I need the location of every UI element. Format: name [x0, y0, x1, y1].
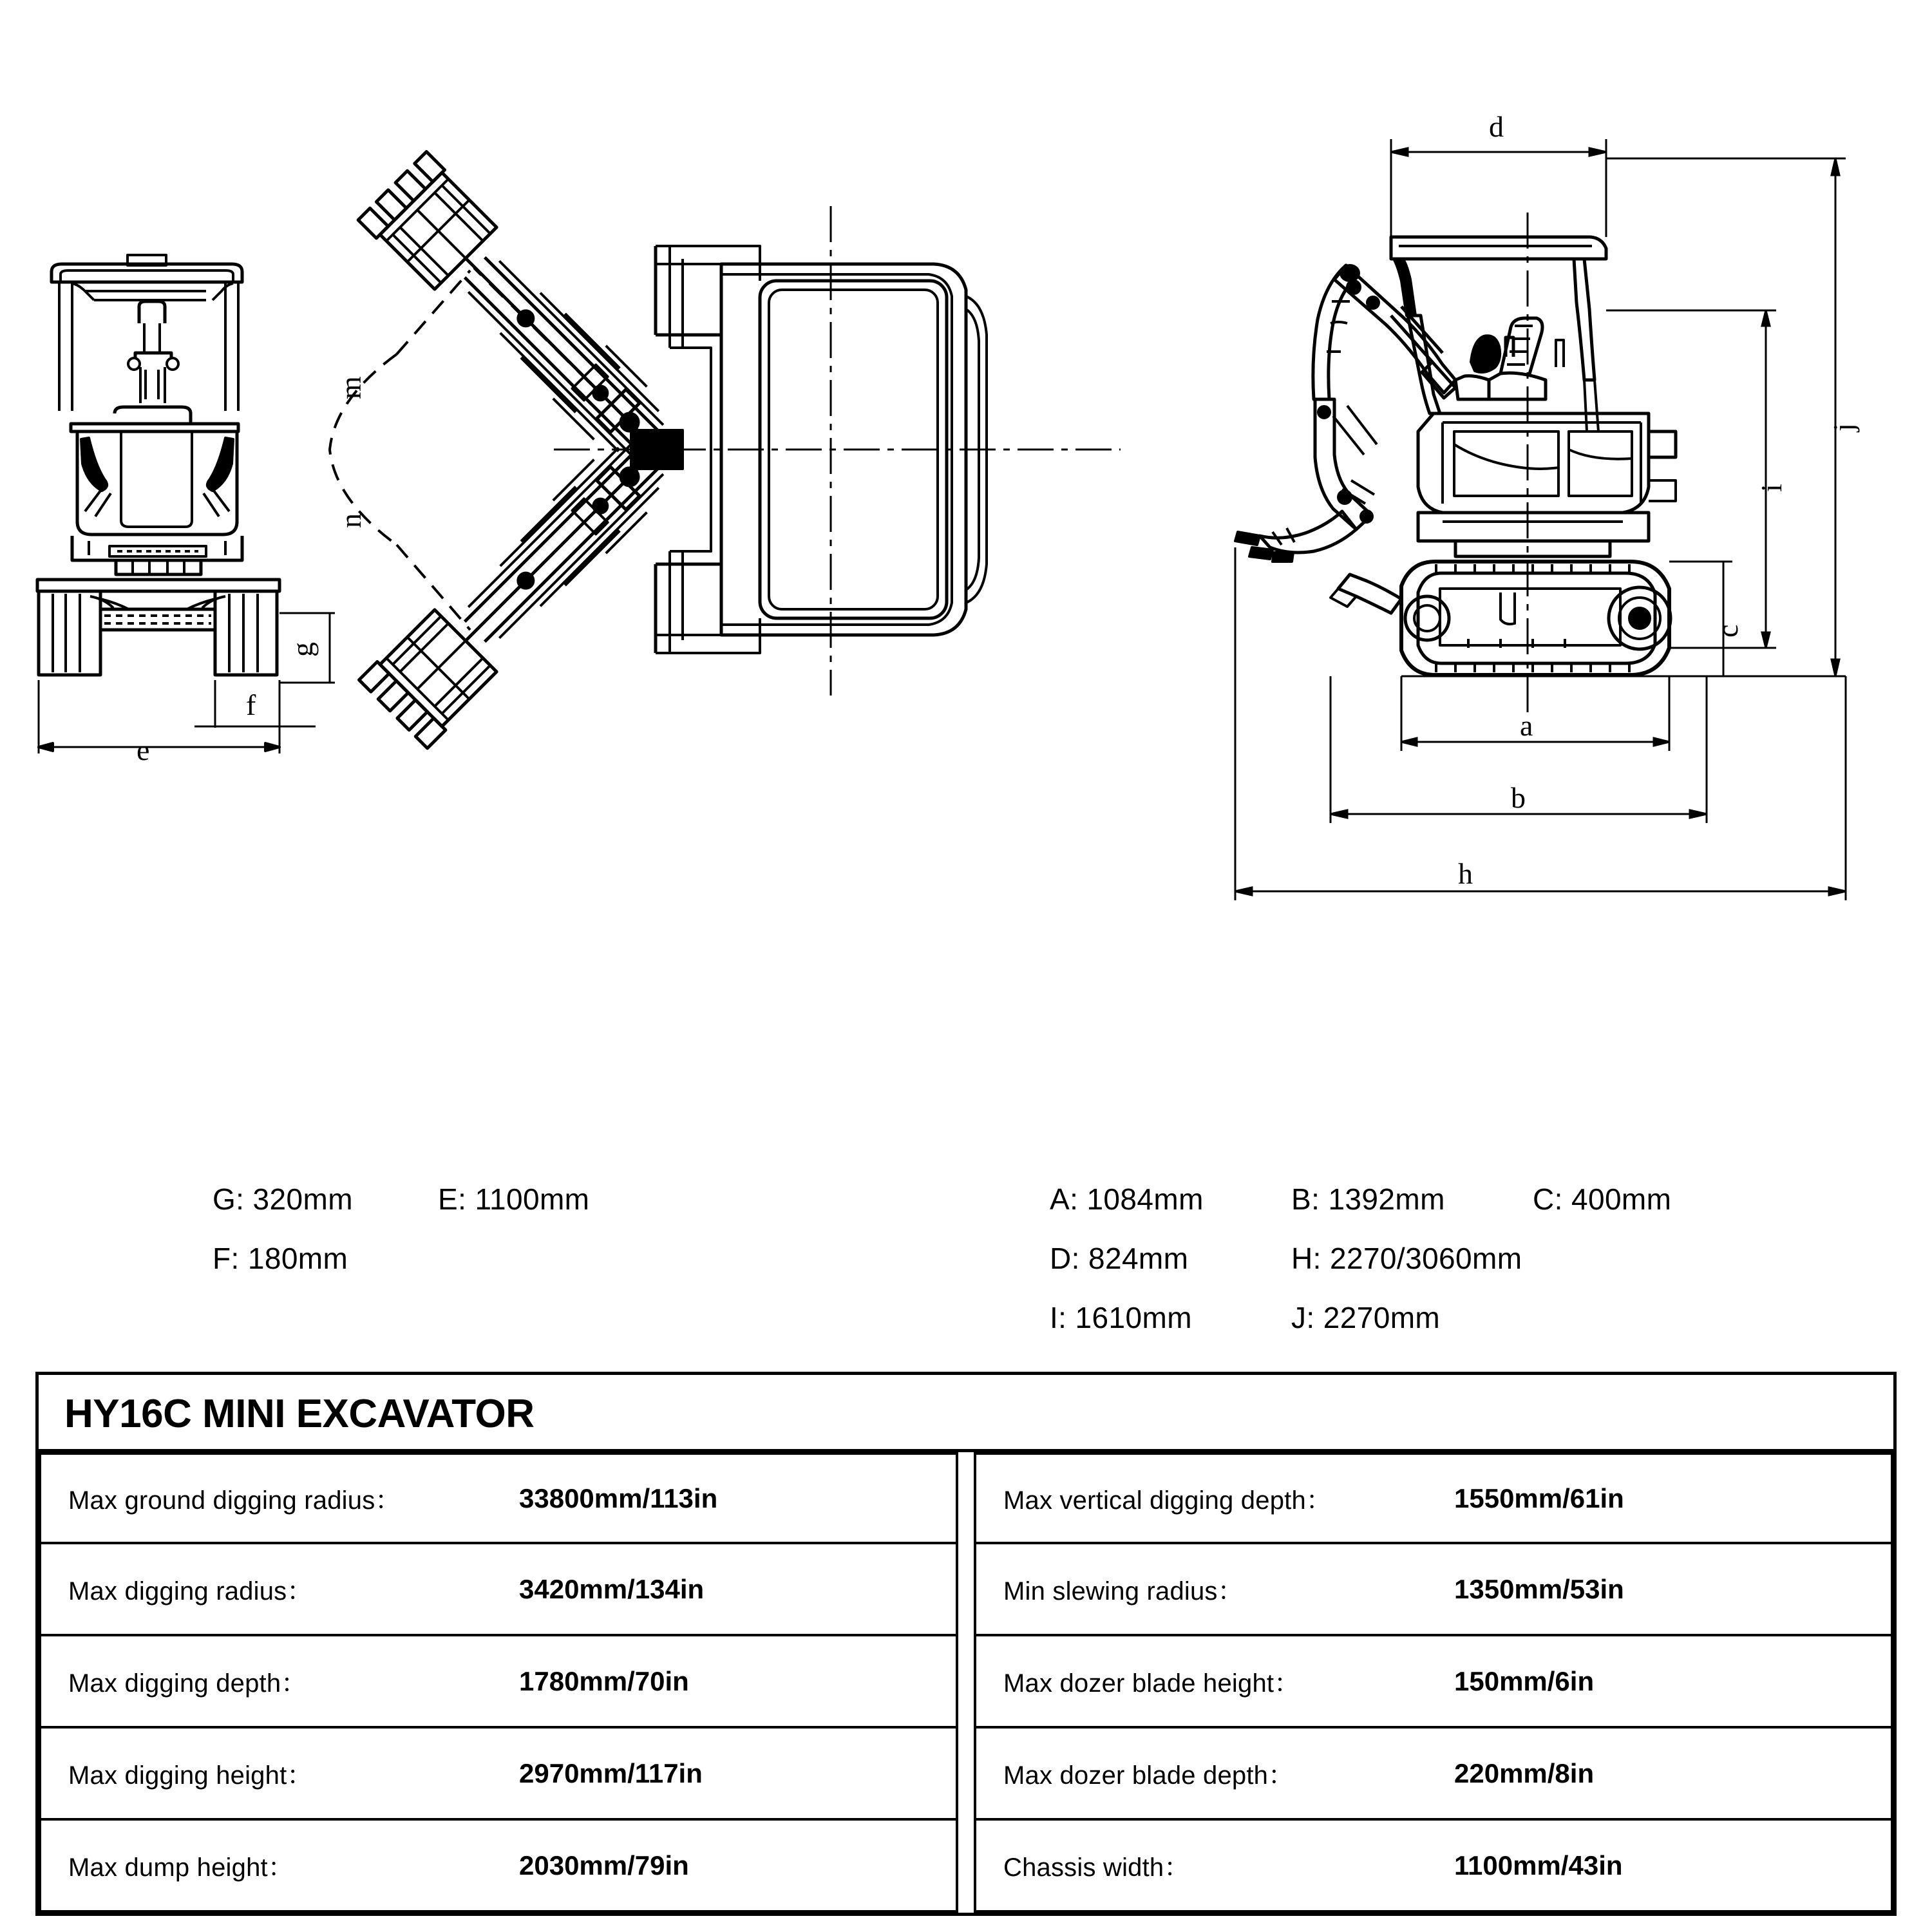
- spec-value: 1780mm/70in: [519, 1665, 689, 1696]
- spec-value: 1550mm/61in: [1454, 1482, 1624, 1513]
- legend-item-H: H: 2270/3060mm: [1291, 1242, 1522, 1275]
- legend-row: [213, 1241, 921, 1276]
- spec-table-body: [39, 1452, 1893, 1913]
- spec-label: Max digging radius：: [68, 1577, 313, 1605]
- legend-row: [1050, 1241, 1887, 1276]
- legend-item-F: F: 180mm: [213, 1242, 348, 1275]
- spec-label: Max ground digging radius：: [68, 1486, 401, 1515]
- spec-value: 2970mm/117in: [519, 1757, 703, 1788]
- callout-i: i: [1755, 484, 1788, 492]
- spec-label: Chassis width：: [1003, 1853, 1190, 1882]
- callout-a: a: [1520, 709, 1533, 742]
- dimension-legend-right: [1050, 1182, 1887, 1359]
- table-row: [39, 1452, 958, 1544]
- legend-item-C: C: 400mm: [1533, 1182, 1672, 1216]
- callout-d: d: [1489, 110, 1504, 143]
- spec-value: 2030mm/79in: [519, 1850, 689, 1880]
- spec-value: 1100mm/43in: [1454, 1850, 1623, 1880]
- spec-label: Max vertical digging depth：: [1003, 1486, 1332, 1515]
- spec-label: Max dozer blade depth：: [1003, 1761, 1294, 1790]
- callout-c: c: [1711, 624, 1744, 638]
- spec-label: Min slewing radius：: [1003, 1577, 1244, 1605]
- legend-item-A: A: 1084mm: [1050, 1182, 1204, 1216]
- spec-value: 1350mm/53in: [1454, 1573, 1624, 1604]
- table-row: [39, 1544, 958, 1636]
- table-row: [974, 1728, 1893, 1821]
- table-row: [39, 1728, 958, 1821]
- page-title: HY16C MINI EXCAVATOR: [64, 1392, 535, 1436]
- top-view-drawing: [270, 77, 1121, 1121]
- dimension-legend-left: [213, 1182, 921, 1300]
- callout-b: b: [1511, 781, 1526, 814]
- legend-row: [213, 1182, 921, 1217]
- spec-label: Max digging depth：: [68, 1669, 307, 1698]
- callout-h: h: [1458, 857, 1473, 890]
- table-row: [974, 1636, 1893, 1728]
- spec-label: Max dozer blade height：: [1003, 1669, 1300, 1698]
- spec-label: Max dump height：: [68, 1853, 294, 1882]
- legend-row: [1050, 1300, 1887, 1335]
- legend-item-D: D: 824mm: [1050, 1242, 1189, 1275]
- callout-j: j: [1827, 423, 1860, 431]
- table-row: [39, 1636, 958, 1728]
- callout-g: g: [286, 642, 319, 657]
- legend-item-J: J: 2270mm: [1291, 1301, 1441, 1334]
- table-row: [974, 1544, 1893, 1636]
- callout-n: n: [334, 513, 367, 528]
- callout-m: m: [334, 376, 367, 399]
- spec-value: 33800mm/113in: [519, 1482, 718, 1513]
- legend-item-E: E: 1100mm: [438, 1182, 590, 1216]
- callout-e: e: [137, 734, 150, 766]
- spec-column-right: [966, 1452, 1893, 1913]
- table-row: [39, 1821, 958, 1913]
- legend-item-B: B: 1392mm: [1291, 1182, 1445, 1216]
- spec-value: 220mm/8in: [1454, 1757, 1595, 1788]
- spec-column-left: [39, 1452, 966, 1913]
- spec-label: Max digging height：: [68, 1761, 313, 1790]
- callout-f: f: [246, 688, 256, 721]
- table-row: [974, 1452, 1893, 1544]
- table-row: [974, 1821, 1893, 1913]
- spec-title-box: [39, 1375, 1893, 1452]
- spec-value: 150mm/6in: [1454, 1665, 1595, 1696]
- legend-row: [1050, 1182, 1887, 1217]
- side-view-drawing: [1198, 97, 1919, 1043]
- spec-value: 3420mm/134in: [519, 1573, 705, 1604]
- legend-item-G: G: 320mm: [213, 1182, 353, 1216]
- specification-table: [35, 1372, 1897, 1916]
- legend-item-I: I: 1610mm: [1050, 1301, 1192, 1334]
